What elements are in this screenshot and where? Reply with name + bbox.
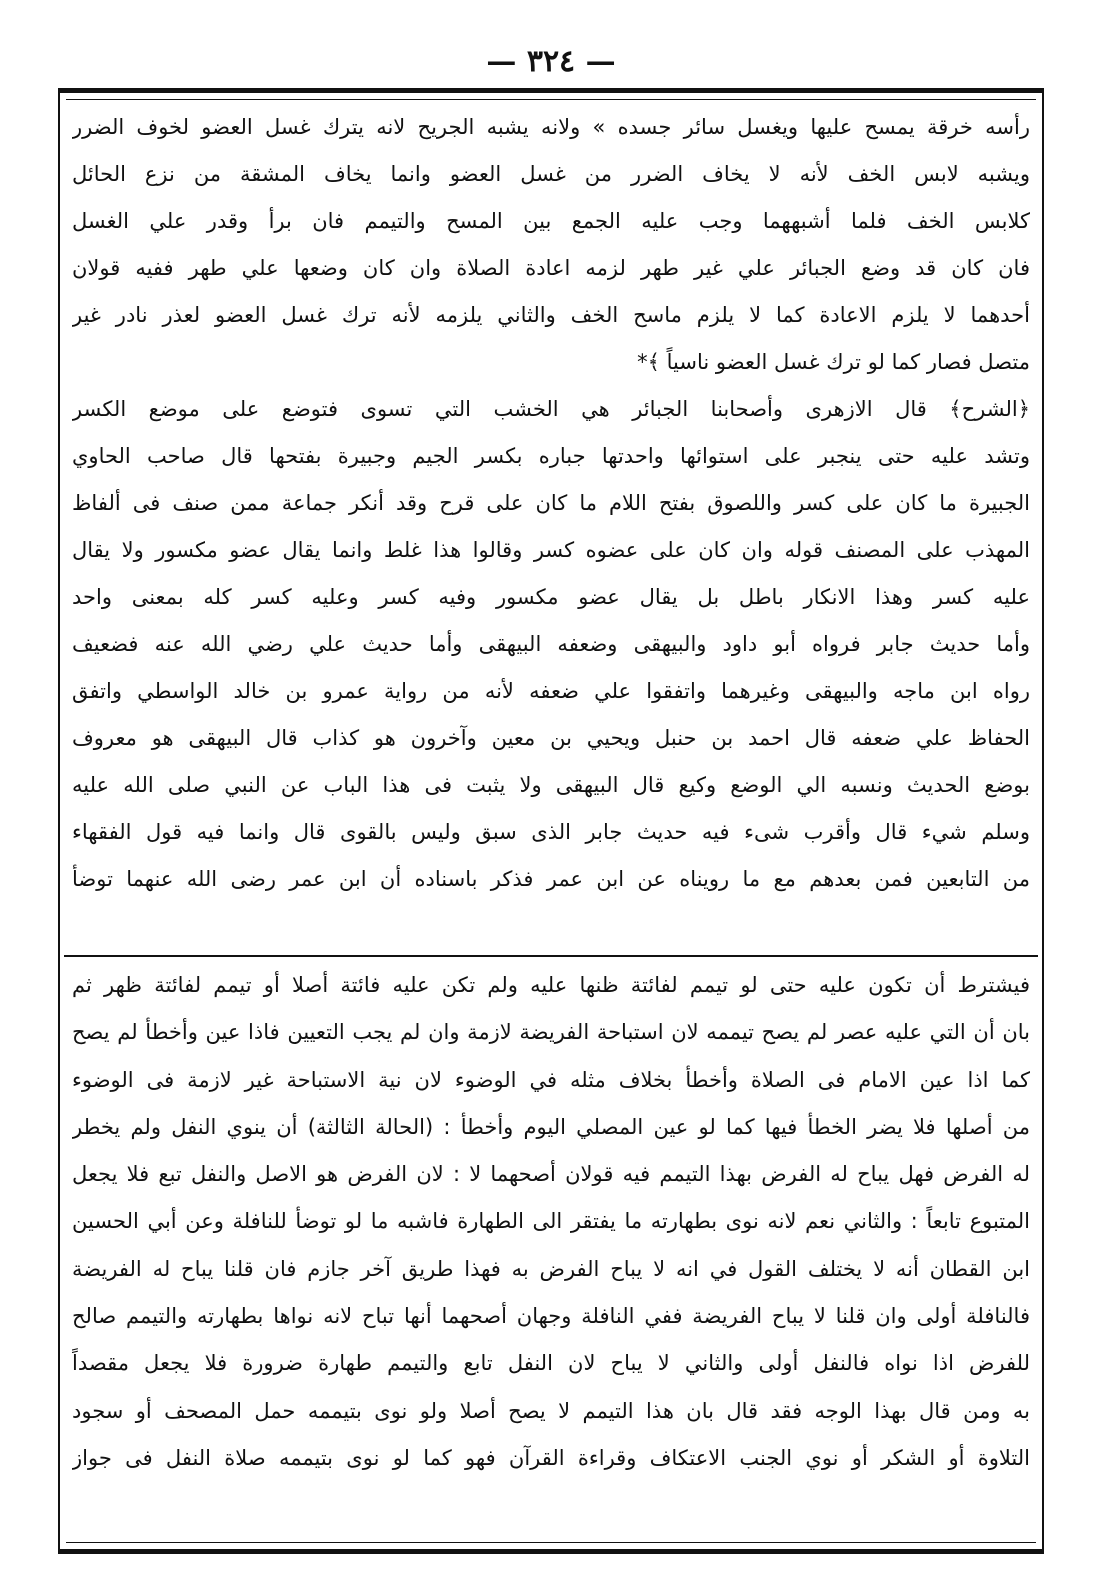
footnote-line: كما اذا عين الامام فى الصلاة وأخطأ بخلاف مثله في الوضوء لان نية الاستباحة غير لازمة فى الوضوء (72, 1067, 1030, 1092)
main-line: الحفاظ علي ضعفه قال احمد بن حنبل ويحيي بن معين وآخرون هو كذاب قال البيهقى هو معروف (72, 726, 1030, 750)
footnote-line: بان أن التي عليه عصر لم يصح تيممه لان استباحة الفريضة لازمة وان لم يجب التعيين فاذا عين وأخطأ لم يصح (72, 1020, 1030, 1045)
main-line: ويشبه لابس الخف لأنه لا يخاف الضرر من غسل العضو وانما يخاف المشقة من نزع الحائل (72, 162, 1030, 186)
footnote-line: فالنافلة أولى وان قلنا لا يباح الفريضة ففي النافلة وجهان أصحهما أنها تباح لانه نواها بطهارته والتيمم صالح (72, 1304, 1030, 1329)
main-line: رواه ابن ماجه والبيهقى وغيرهما واتفقوا علي ضعفه لأنه من رواية عمرو بن خالد الواسطي واتفق (72, 679, 1030, 703)
main-text (72, 104, 1030, 903)
footnote-line: للفرض اذا نواه فالنفل أولى والثاني لا يباح لان النفل تابع والتيمم طهارة ضرورة فلا يجعل مقصداً (72, 1351, 1030, 1376)
main-line: الجبيرة ما كان على كسر واللصوق بفتح اللام ما كان على قرح وقد أنكر جماعة ممن صنف فى ألفاظ (72, 491, 1030, 515)
main-line: وسلم شيء قال وأقرب شىء فيه حديث جابر الذى سبق وليس بالقوى قال وانما فيه قول الفقهاء (72, 820, 1030, 844)
footnote-text (72, 962, 1030, 1482)
footnote-line: ابن القطان أنه لا يختلف القول في انه لا يباح الفرض به فهذا طريق آخر جازم فان قلنا يباح له الفريضة (72, 1256, 1030, 1281)
main-line: من التابعين فمن بعدهم مع ما رويناه عن ابن عمر فذكر باسناده أن ابن عمر رضى الله عنهما توضأ (72, 867, 1030, 891)
main-line: المهذب على المصنف قوله وان كان على عضوه كسر وقالوا هذا غلط وانما يقال عضو مكسور ولا يقال (72, 538, 1030, 562)
footnote-line: له الفرض فهل يباح له الفرض بهذا التيمم فيه قولان أصحهما لا : لان الفرض هو الاصل والنفل تبع فلا يجعل (72, 1162, 1030, 1187)
main-line: وتشد عليه حتى ينجبر على استوائها واحدتها جباره بكسر الجيم وجبيرة بفتحها قال صاحب الحاوي (72, 444, 1030, 468)
footnote-line: به ومن قال بهذا الوجه فقد قال بان هذا التيمم لا يصح أصلا ولو نوى بتيممه حمل المصحف أو سجود (72, 1398, 1030, 1423)
footnote-separator (64, 955, 1038, 957)
main-line: أحدهما لا يلزم الاعادة كما لا يلزم ماسح الخف والثاني يلزمه لأنه ترك غسل العضو لعذر نادر غير (72, 303, 1030, 327)
main-line: بوضع الحديث ونسبه الي الوضع وكيع قال البيهقى ولا يثبت فى هذا الباب عن النبي صلى الله عليه (72, 773, 1030, 797)
footnote-line: التلاوة أو الشكر أو نوي الجنب الاعتكاف وقراءة القرآن فهو كما لو نوى بتيممه صلاة النفل فى جواز (72, 1445, 1030, 1470)
main-line: كلابس الخف فلما أشبههما وجب عليه الجمع بين المسح والتيمم فان برأ وقدر علي الغسل (72, 209, 1030, 233)
main-line: فان كان قد وضع الجبائر علي غير طهر لزمه اعادة الصلاة وان كان وضعها علي طهر ففيه قولان (72, 256, 1030, 280)
main-line: رأسه خرقة يمسح عليها ويغسل سائر جسده » ولانه يشبه الجريح لانه يترك غسل العضو لخوف الضرر (72, 115, 1030, 139)
main-line: وأما حديث جابر فرواه أبو داود والبيهقى وضعفه البيهقى وأما حديث علي رضي الله عنه فضعيف (72, 632, 1030, 656)
footnote-line: فيشترط أن تكون عليه حتى لو تيمم لفائتة ظنها عليه ولم تكن عليه فائتة أصلا أو تيمم لفائتة ظهر ثم (72, 973, 1030, 997)
main-line: ﴿الشرح﴾ قال الازهرى وأصحابنا الجبائر هي الخشب التي تسوى فتوضع على موضع الكسر (72, 397, 1030, 421)
footnote-line: المتبوع تابعاً : والثاني نعم لانه نوى بطهارته ما يفتقر الى الطهارة فاشبه ما لو توضأ للنافلة وعن أبي الحسين (72, 1209, 1030, 1234)
main-line: متصل فصار كما لو ترك غسل العضو ناسياً ﴾* (637, 350, 1030, 374)
page-number: — ٣٢٤ — (486, 44, 616, 79)
main-line: عليه كسر وهذا الانكار باطل بل يقال عضو مكسور وفيه كسر وعليه كسر كله بمعنى واحد (72, 585, 1030, 609)
footnote-line: من أصلها فلا يضر الخطأ فيها كما لو عين المصلي اليوم وأخطأ : (الحالة الثالثة) أن ينوي النفل ولم يخطر (72, 1114, 1030, 1139)
